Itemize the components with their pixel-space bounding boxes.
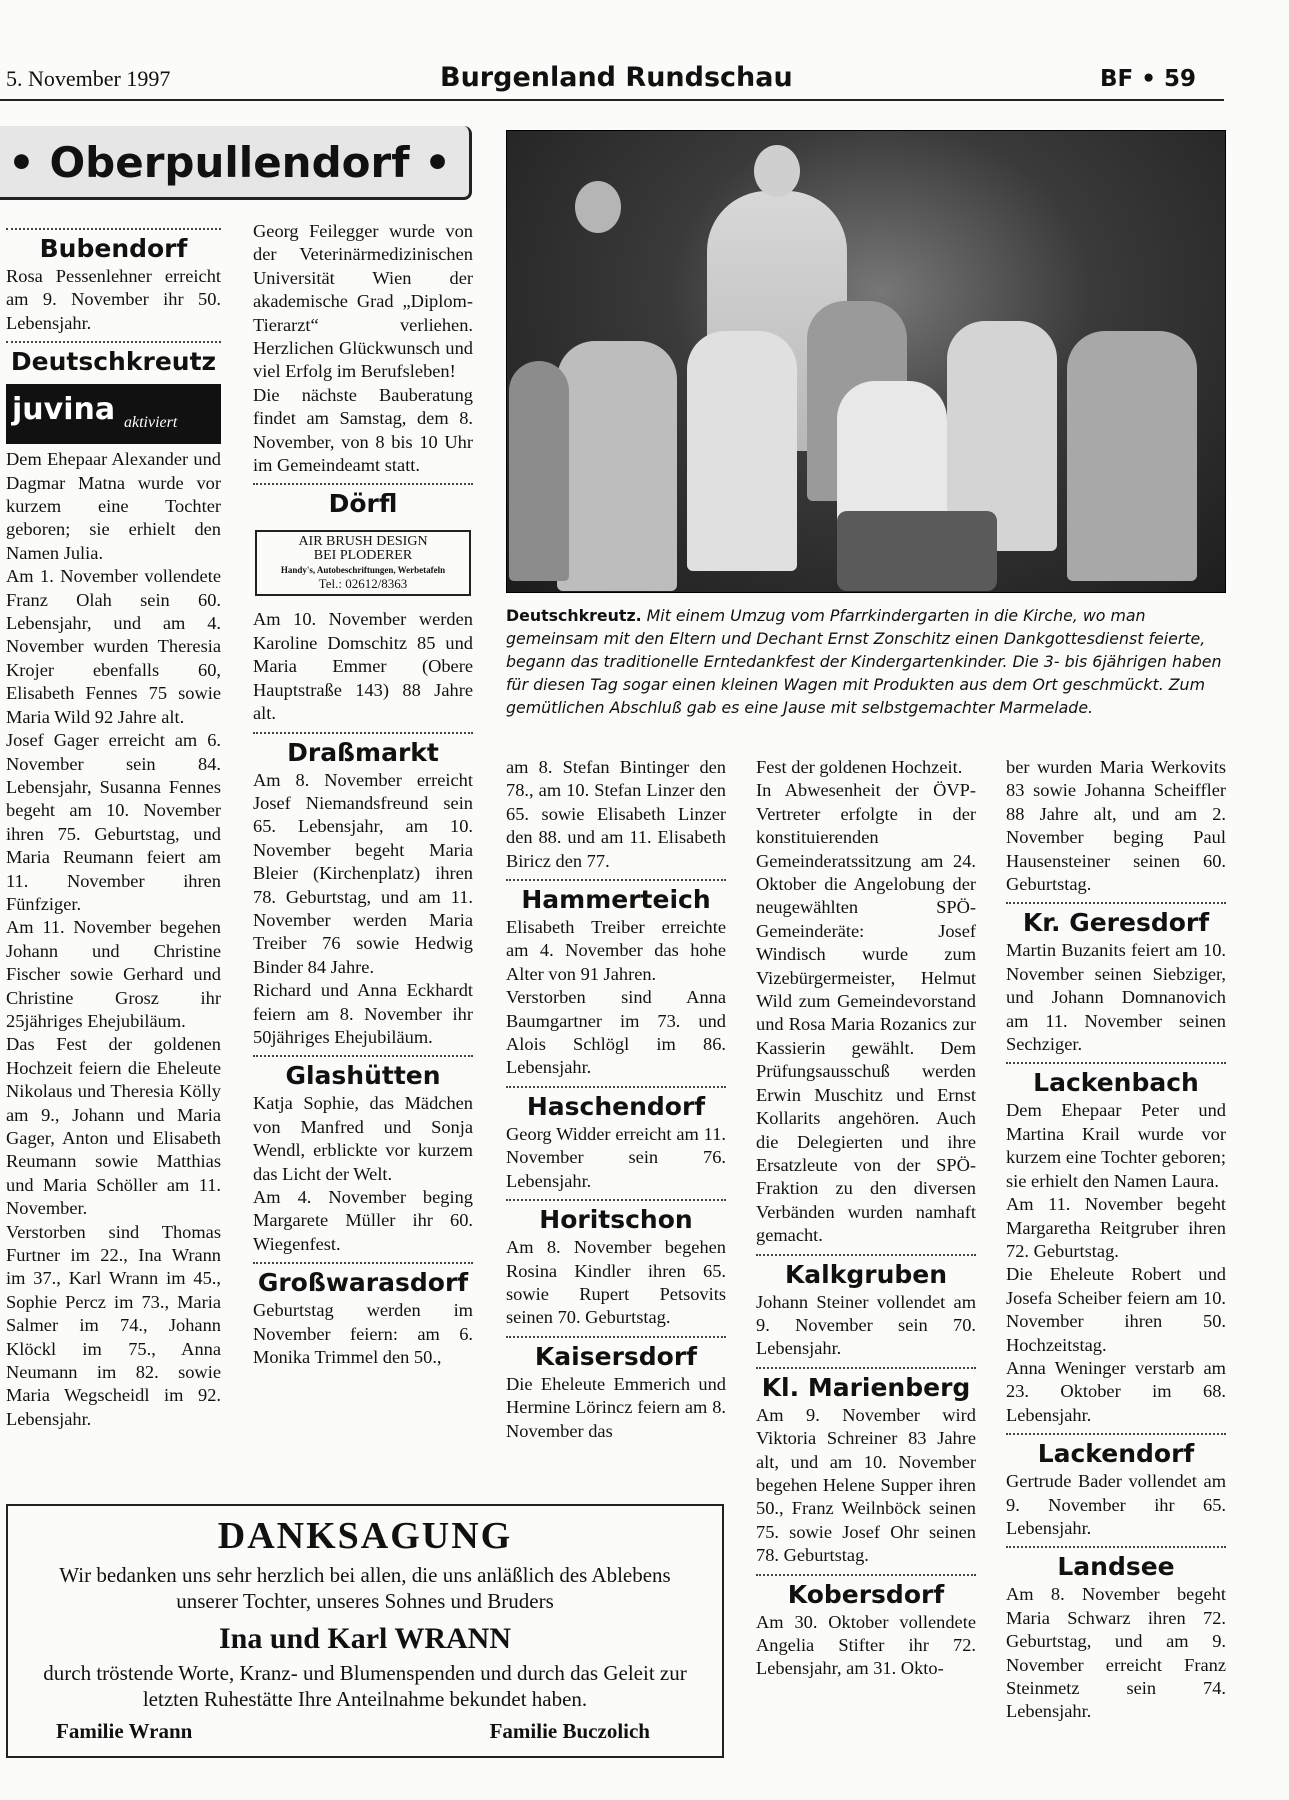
item-text: Katja Sophie, das Mädchen von Manfred und Sonja Wendl, erblickte vor kurzem das Licht der Welt. bbox=[253, 1093, 473, 1184]
item-text: Am 11. November begeht Margaretha Reitgruber ihren 72. Geburtstag. bbox=[1006, 1194, 1226, 1261]
item-text: Gertrude Bader vollendet am 9. November ihr 65. Lebensjahr. bbox=[1006, 1471, 1226, 1538]
section-heading-landsee: Landsee bbox=[1057, 1552, 1175, 1582]
item-text: Am 8. November begeht Maria Schwarz ihren 72. Geburtstag, und am 9. November erreicht Franz Steinmetz sein 74. Lebensjahr. bbox=[1006, 1584, 1226, 1722]
caption-text: Mit einem Umzug vom Pfarrkindergarten in die Kirche, wo man gemeinsam mit den Eltern und Dechant Ernst Zonschitz einen Dankgottesdienst feierte, begann das traditionelle Erntedankfest der Kindergartenkinder. Die 3- bis 6jährigen haben für diesen Tag sogar einen kleinen Wagen mit Produkten aus dem Ort geschmückt. Zum gemütlichen Abschluß gab es eine Jause mit selbstgemachter Marmelade. bbox=[506, 606, 1222, 717]
danksagung-text: durch tröstende Worte, Kranz- und Blumenspenden und durch das Geleit zur letzten Ruhestätte Ihre Anteilnahme bekundet haben. bbox=[43, 1661, 687, 1711]
item-text: Elisabeth Treiber erreichte am 4. November das hohe Alter von 91 Jahren. bbox=[506, 917, 726, 984]
signature-left: Familie Wrann bbox=[56, 1719, 193, 1743]
photo-caption bbox=[506, 604, 1224, 719]
item-text: Am 8. November begehen Rosina Kindler ihren 65. sowie Rupert Petsovits seinen 70. Geburtstag. bbox=[506, 1237, 726, 1328]
item-text: Rosa Pessenlehner erreicht am 9. November ihr 50. Lebensjahr. bbox=[6, 266, 221, 333]
ad-line: Handy's, Autobeschriftungen, Werbetafeln bbox=[280, 565, 446, 576]
section-heading-kaisersdorf: Kaisersdorf bbox=[534, 1341, 698, 1371]
item-text: Am 4. November beging Margarete Müller ihr 60. Wiegenfest. bbox=[253, 1187, 473, 1254]
section-heading-haschendorf: Haschendorf bbox=[526, 1091, 706, 1121]
danksagung-notice bbox=[6, 1504, 724, 1758]
item-text: Am 10. November werden Karoline Domschitz 85 und Maria Emmer (Obere Hauptstraße 143) 88 Jahre alt. bbox=[253, 609, 473, 724]
item-text: Fest der goldenen Hochzeit. bbox=[756, 757, 963, 777]
photo-head bbox=[754, 145, 800, 197]
issue-date: 5. November 1997 bbox=[6, 66, 171, 91]
divider bbox=[506, 879, 726, 881]
item-text: Die Eheleute Robert und Josefa Scheiber feiern am 10. November ihren 50. Hochzeitstag. bbox=[1006, 1264, 1226, 1355]
airbrush-ad bbox=[255, 530, 471, 596]
divider bbox=[1006, 1546, 1226, 1548]
item-text: Geburtstag werden im November feiern: am 6. Monika Trimmel den 50., bbox=[253, 1300, 473, 1368]
item-text: Die Eheleute Emmerich und Hermine Lörincz feiern am 8. November das bbox=[506, 1373, 726, 1441]
divider bbox=[756, 1574, 976, 1576]
divider bbox=[506, 1199, 726, 1201]
section-heading-hammerteich: Hammerteich bbox=[521, 885, 711, 915]
item-text: Anna Weninger verstarb am 23. Oktober im 68. Lebensjahr. bbox=[1006, 1357, 1226, 1425]
page-number: BF • 59 bbox=[1100, 66, 1196, 92]
danksagung-text: Wir bedanken uns sehr herzlich bei allen, die uns anläßlich des Ablebens unserer Tochter, unseres Sohnes und Bruders bbox=[59, 1563, 671, 1613]
danksagung-names: Ina und Karl WRANN bbox=[218, 1622, 512, 1655]
divider bbox=[6, 228, 221, 230]
juvina-logo-word: juvina bbox=[12, 392, 116, 428]
item-text: In Abwesenheit der ÖVP-Vertreter erfolgte in der konstituierenden Gemeinderatssitzung am 24. Oktober die Angelobung der neugewählten SPÖ-Gemeinderäte: Josef Windisch wurde zum Vizebürgermeister, Helmut Wild zum Gemeindevorstand und Rosa Maria Rozanics zur Kassierin gewählt. Dem Prüfungsausschuß werden Erwin Muschitz und Ernst Kollarits angehören. Auch die Delegierten und ihre Ersatzleute von der SPÖ-Fraktion zu den diversen Verbänden wurden namhaft gemacht. bbox=[756, 780, 976, 1246]
danksagung-title: DANKSAGUNG bbox=[217, 1515, 513, 1557]
item-text: Am 30. Oktober vollendete Angelia Stifter ihr 72. Lebensjahr, am 31. Okto- bbox=[756, 1611, 976, 1679]
item-text: Dem Ehepaar Peter und Martina Krail wurde vor kurzem eine Tochter geboren; sie erhielt den Namen Laura. bbox=[1006, 1100, 1226, 1191]
item-text: Die nächste Bauberatung findet am Samstag, dem 8. November, von 8 bis 10 Uhr im Gemeindeamt statt. bbox=[253, 384, 473, 476]
item-text: Georg Feilegger wurde von der Veterinärmedizinischen Universität Wien der akademische Grad „Diplom-Tierarzt“ verliehen. Herzlichen Glückwunsch und viel Erfolg im Berufsleben! bbox=[253, 221, 473, 382]
column-5 bbox=[1006, 756, 1226, 1724]
divider bbox=[1006, 1433, 1226, 1435]
item-text: Georg Widder erreicht am 11. November sein 76. Lebensjahr. bbox=[506, 1123, 726, 1191]
item-text: Am 11. November begehen Johann und Christine Fischer sowie Gerhard und Christine Grosz ihr 25jähriges Ehejubiläum. bbox=[6, 917, 221, 1031]
photo-child bbox=[1067, 331, 1197, 581]
divider bbox=[253, 1055, 473, 1057]
divider bbox=[1006, 1062, 1226, 1064]
item-text: Johann Steiner vollendet am 9. November sein 70. Lebensjahr. bbox=[756, 1291, 976, 1359]
juvina-logo-script: aktiviert bbox=[124, 414, 178, 432]
divider bbox=[253, 1262, 473, 1264]
column-4 bbox=[756, 756, 976, 1681]
section-heading-doerfl: Dörfl bbox=[328, 489, 398, 519]
photo-child bbox=[687, 331, 797, 571]
item-text: Richard und Anna Eckhardt feiern am 8. November ihr 50jähriges Ehejubiläum. bbox=[253, 980, 473, 1047]
section-heading-kl-marienberg: Kl. Marienberg bbox=[761, 1372, 971, 1402]
photo-child bbox=[509, 361, 569, 581]
item-text: Martin Buzanits feiert am 10. November seinen Siebziger, und Johann Domnanovich am 11. November seinen Sechziger. bbox=[1006, 940, 1226, 1055]
section-heading-horitschon: Horitschon bbox=[539, 1205, 693, 1235]
column-3 bbox=[506, 756, 726, 1443]
item-text: am 8. Stefan Bintinger den 78., am 10. Stefan Linzer den 65. sowie Elisabeth Linzer den 88. und am 11. Elisabeth Biricz den 77. bbox=[506, 757, 726, 871]
divider bbox=[253, 732, 473, 734]
item-text: Am 9. November wird Viktoria Schreiner 83 Jahre alt, und am 10. November begehen Helene Supper ihren 50., Franz Weilnböck seinen 75. sowie Josef Ohr seinen 78. Geburtstag. bbox=[756, 1404, 976, 1566]
item-text: Am 1. November vollendete Franz Olah sein 60. Lebensjahr, und am 4. November wurden Theresia Krojer ebenfalls 60, Elisabeth Fennes 75 sowie Maria Wild 92 Jahre alt. bbox=[6, 566, 221, 727]
item-text: ber wurden Maria Werkovits 83 sowie Johanna Scheiffler 88 Jahre alt, und am 2. November beging Paul Hausensteiner seinen 60. Geburtstag. bbox=[1006, 757, 1226, 895]
divider bbox=[506, 1086, 726, 1088]
caption-place: Deutschkreutz. bbox=[506, 606, 642, 625]
section-heading-grosswarasdorf: Großwarasdorf bbox=[257, 1268, 469, 1298]
column-2 bbox=[253, 220, 473, 1369]
item-text: Am 8. November erreicht Josef Niemandsfreund sein 65. Lebensjahr, am 10. November begeht Maria Bleier (Kirchenplatz) ihren 78. Geburtstag, und am 11. November werden Maria Treiber 76 sowie Hedwig Binder 84 Jahre. bbox=[253, 769, 473, 977]
section-heading-bubendorf: Bubendorf bbox=[39, 234, 188, 263]
juvina-ad bbox=[6, 384, 221, 444]
column-1 bbox=[6, 222, 221, 1431]
item-text: Dem Ehepaar Alexander und Dagmar Matna wurde vor kurzem eine Tochter geboren; sie erhielt den Namen Julia. bbox=[6, 449, 221, 563]
photo-head bbox=[575, 181, 621, 233]
section-heading-drassmarkt: Draßmarkt bbox=[287, 737, 439, 767]
item-text: Das Fest der goldenen Hochzeit feiern die Eheleute Nikolaus und Theresia Kölly am 9., Johann und Maria Gager, Anton und Elisabeth Reumann sowie Matthias und Maria Schöller am 11. November. bbox=[6, 1034, 221, 1219]
publication-title: Burgenland Rundschau bbox=[440, 62, 793, 93]
divider bbox=[506, 1336, 726, 1338]
section-heading-kobersdorf: Kobersdorf bbox=[787, 1579, 945, 1609]
ad-line: Tel.: 02612/8363 bbox=[318, 576, 408, 592]
divider bbox=[6, 341, 221, 343]
item-text: Verstorben sind Thomas Furtner im 22., Ina Wrann im 37., Karl Wrann im 45., Sophie Percz im 73., Maria Salmer im 74., Johann Klöckl im 75., Anna Neumann im 82. sowie Maria Wegscheidl im 92. Lebensjahr. bbox=[6, 1221, 221, 1429]
photo-harvest-cart bbox=[837, 511, 997, 591]
photo-child bbox=[557, 341, 677, 591]
section-heading-glashuetten: Glashütten bbox=[285, 1061, 441, 1091]
kindergarten-photo bbox=[506, 130, 1226, 593]
divider bbox=[756, 1254, 976, 1256]
region-heading: • Oberpullendorf • bbox=[0, 126, 472, 200]
signature-right: Familie Buczolich bbox=[489, 1719, 650, 1743]
section-heading-deutschkreutz: Deutschkreutz bbox=[10, 347, 217, 377]
divider bbox=[1006, 902, 1226, 904]
ad-line: BEI PLODERER bbox=[313, 548, 413, 564]
divider bbox=[253, 483, 473, 485]
section-heading-lackendorf: Lackendorf bbox=[1037, 1439, 1195, 1469]
divider bbox=[756, 1367, 976, 1369]
ad-line: AIR BRUSH DESIGN bbox=[298, 534, 428, 550]
header-rule bbox=[0, 99, 1224, 101]
section-heading-kalkgruben: Kalkgruben bbox=[784, 1259, 948, 1289]
section-heading-lackenbach: Lackenbach bbox=[1033, 1068, 1199, 1098]
item-text: Josef Gager erreicht am 6. November sein 84. Lebensjahr, Susanna Fennes begeht am 10. November ihren 75. Geburtstag, und Maria Reumann feiert am 11. November ihren Fünfziger. bbox=[6, 730, 221, 914]
item-text: Verstorben sind Anna Baumgartner im 73. und Alois Schlögl im 86. Lebensjahr. bbox=[506, 987, 726, 1078]
section-heading-kr-geresdorf: Kr. Geresdorf bbox=[1022, 908, 1210, 938]
